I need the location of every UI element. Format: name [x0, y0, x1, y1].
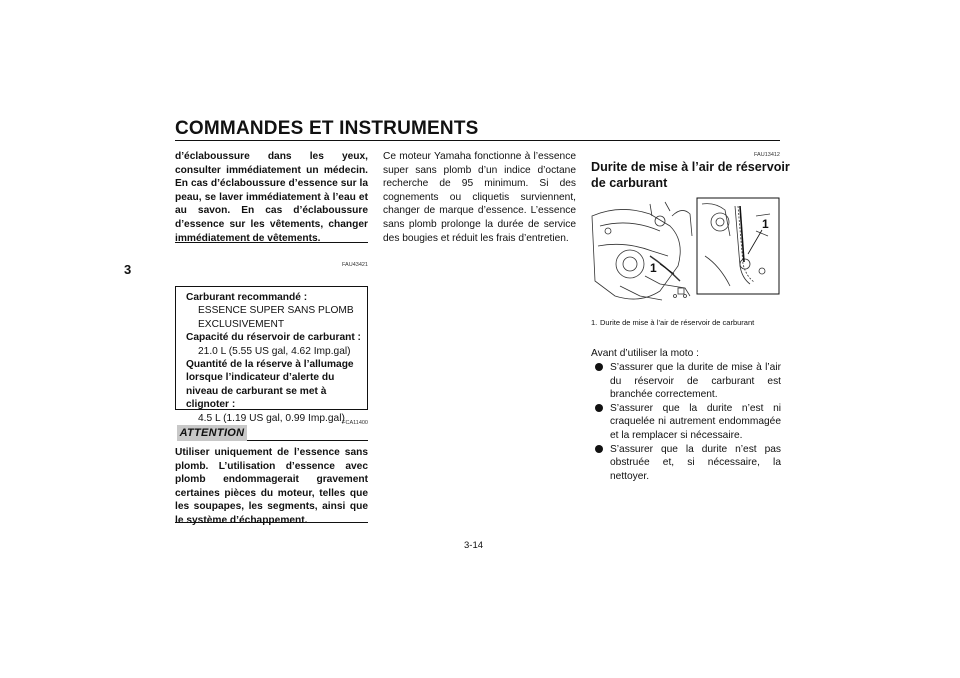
- attention-top-rule: [247, 440, 368, 441]
- caption-number: 1.: [591, 318, 598, 327]
- list-item: [591, 443, 781, 484]
- fuel-value-2: EXCLUSIVEMENT: [198, 318, 285, 330]
- intro-text: Avant d’utiliser la moto :: [591, 348, 699, 359]
- list-item-text: S’assurer que la durite n’est pas obstruée et, si nécessaire, la nettoyer.: [610, 443, 781, 482]
- warning-continued-text: d’éclaboussure dans les yeux, consulter immédiatement un médecin. En cas d’éclaboussure d’essence sur la peau, se laver immédiatement à l’eau et au savon. En cas d’éclaboussure d’essence sur les vêtements, changer immédiatement de vêtements.: [175, 151, 368, 244]
- vent-section-code: FAU13412: [754, 152, 780, 158]
- check-list: [591, 361, 781, 483]
- fuel-value-1: ESSENCE SUPER SANS PLOMB: [198, 305, 354, 317]
- title-rule: [175, 140, 780, 141]
- vent-hose-illustration: [590, 196, 780, 306]
- capacity-label: Capacité du réservoir de carburant :: [186, 332, 361, 344]
- reserve-label: Quantité de la réserve à l’allumage lorsque l’indicateur d’alerte du niveau de carburant se met à clignoter :: [186, 359, 354, 411]
- chapter-tab: 3: [124, 262, 132, 277]
- section-heading: Durite de mise à l’air de réservoir de carburant: [591, 160, 790, 190]
- bullet-icon: [595, 445, 603, 453]
- list-item: [591, 361, 781, 402]
- caption-text: Durite de mise à l’air de réservoir de carburant: [600, 318, 755, 327]
- list-item: [591, 402, 781, 443]
- attention-text: Utiliser uniquement de l’essence sans plomb. L’utilisation d’essence avec plomb endommagerait gravement certaines pièces du moteur, telles que les soupapes, les segments, ainsi que le système d’échappement.: [175, 447, 368, 526]
- capacity-value: 21.0 L (5.55 US gal, 4.62 Imp.gal): [198, 345, 351, 357]
- reserve-value: 4.5 L (1.19 US gal, 0.99 Imp.gal): [198, 412, 345, 424]
- page-number: 3-14: [464, 540, 484, 551]
- bullet-icon: [595, 404, 603, 412]
- fuel-info-text: Ce moteur Yamaha fonctionne à l’essence super sans plomb d’un indice d’octane recherche de 95 minimum. Si des cognements ou cliquetis surviennent, changer de marque d’essence. L’essence sans plomb prolonge la durée de service des bougies et réduit les frais d’entretien.: [383, 151, 576, 244]
- vent-hose-figure: [590, 196, 780, 306]
- attention-end-rule: [175, 522, 368, 523]
- page-title: COMMANDES ET INSTRUMENTS: [175, 118, 479, 139]
- list-item-text: S’assurer que la durite n’est ni craquelée ni autrement endommagée et la remplacer si nécessaire.: [610, 402, 781, 441]
- attention-code: FCA11400: [342, 420, 368, 426]
- list-item-text: S’assurer que la durite de mise à l’air du réservoir de carburant est branchée correctement.: [610, 362, 781, 401]
- warning-end-rule: [175, 242, 368, 243]
- spec-section-code: FAU43421: [342, 262, 368, 268]
- figure-callout-2: 1: [762, 217, 769, 231]
- figure-caption: [591, 318, 781, 328]
- fuel-label: Carburant recommandé :: [186, 292, 308, 303]
- bullet-icon: [595, 363, 603, 371]
- attention-label: ATTENTION: [177, 425, 247, 441]
- figure-callout-1: 1: [650, 261, 657, 275]
